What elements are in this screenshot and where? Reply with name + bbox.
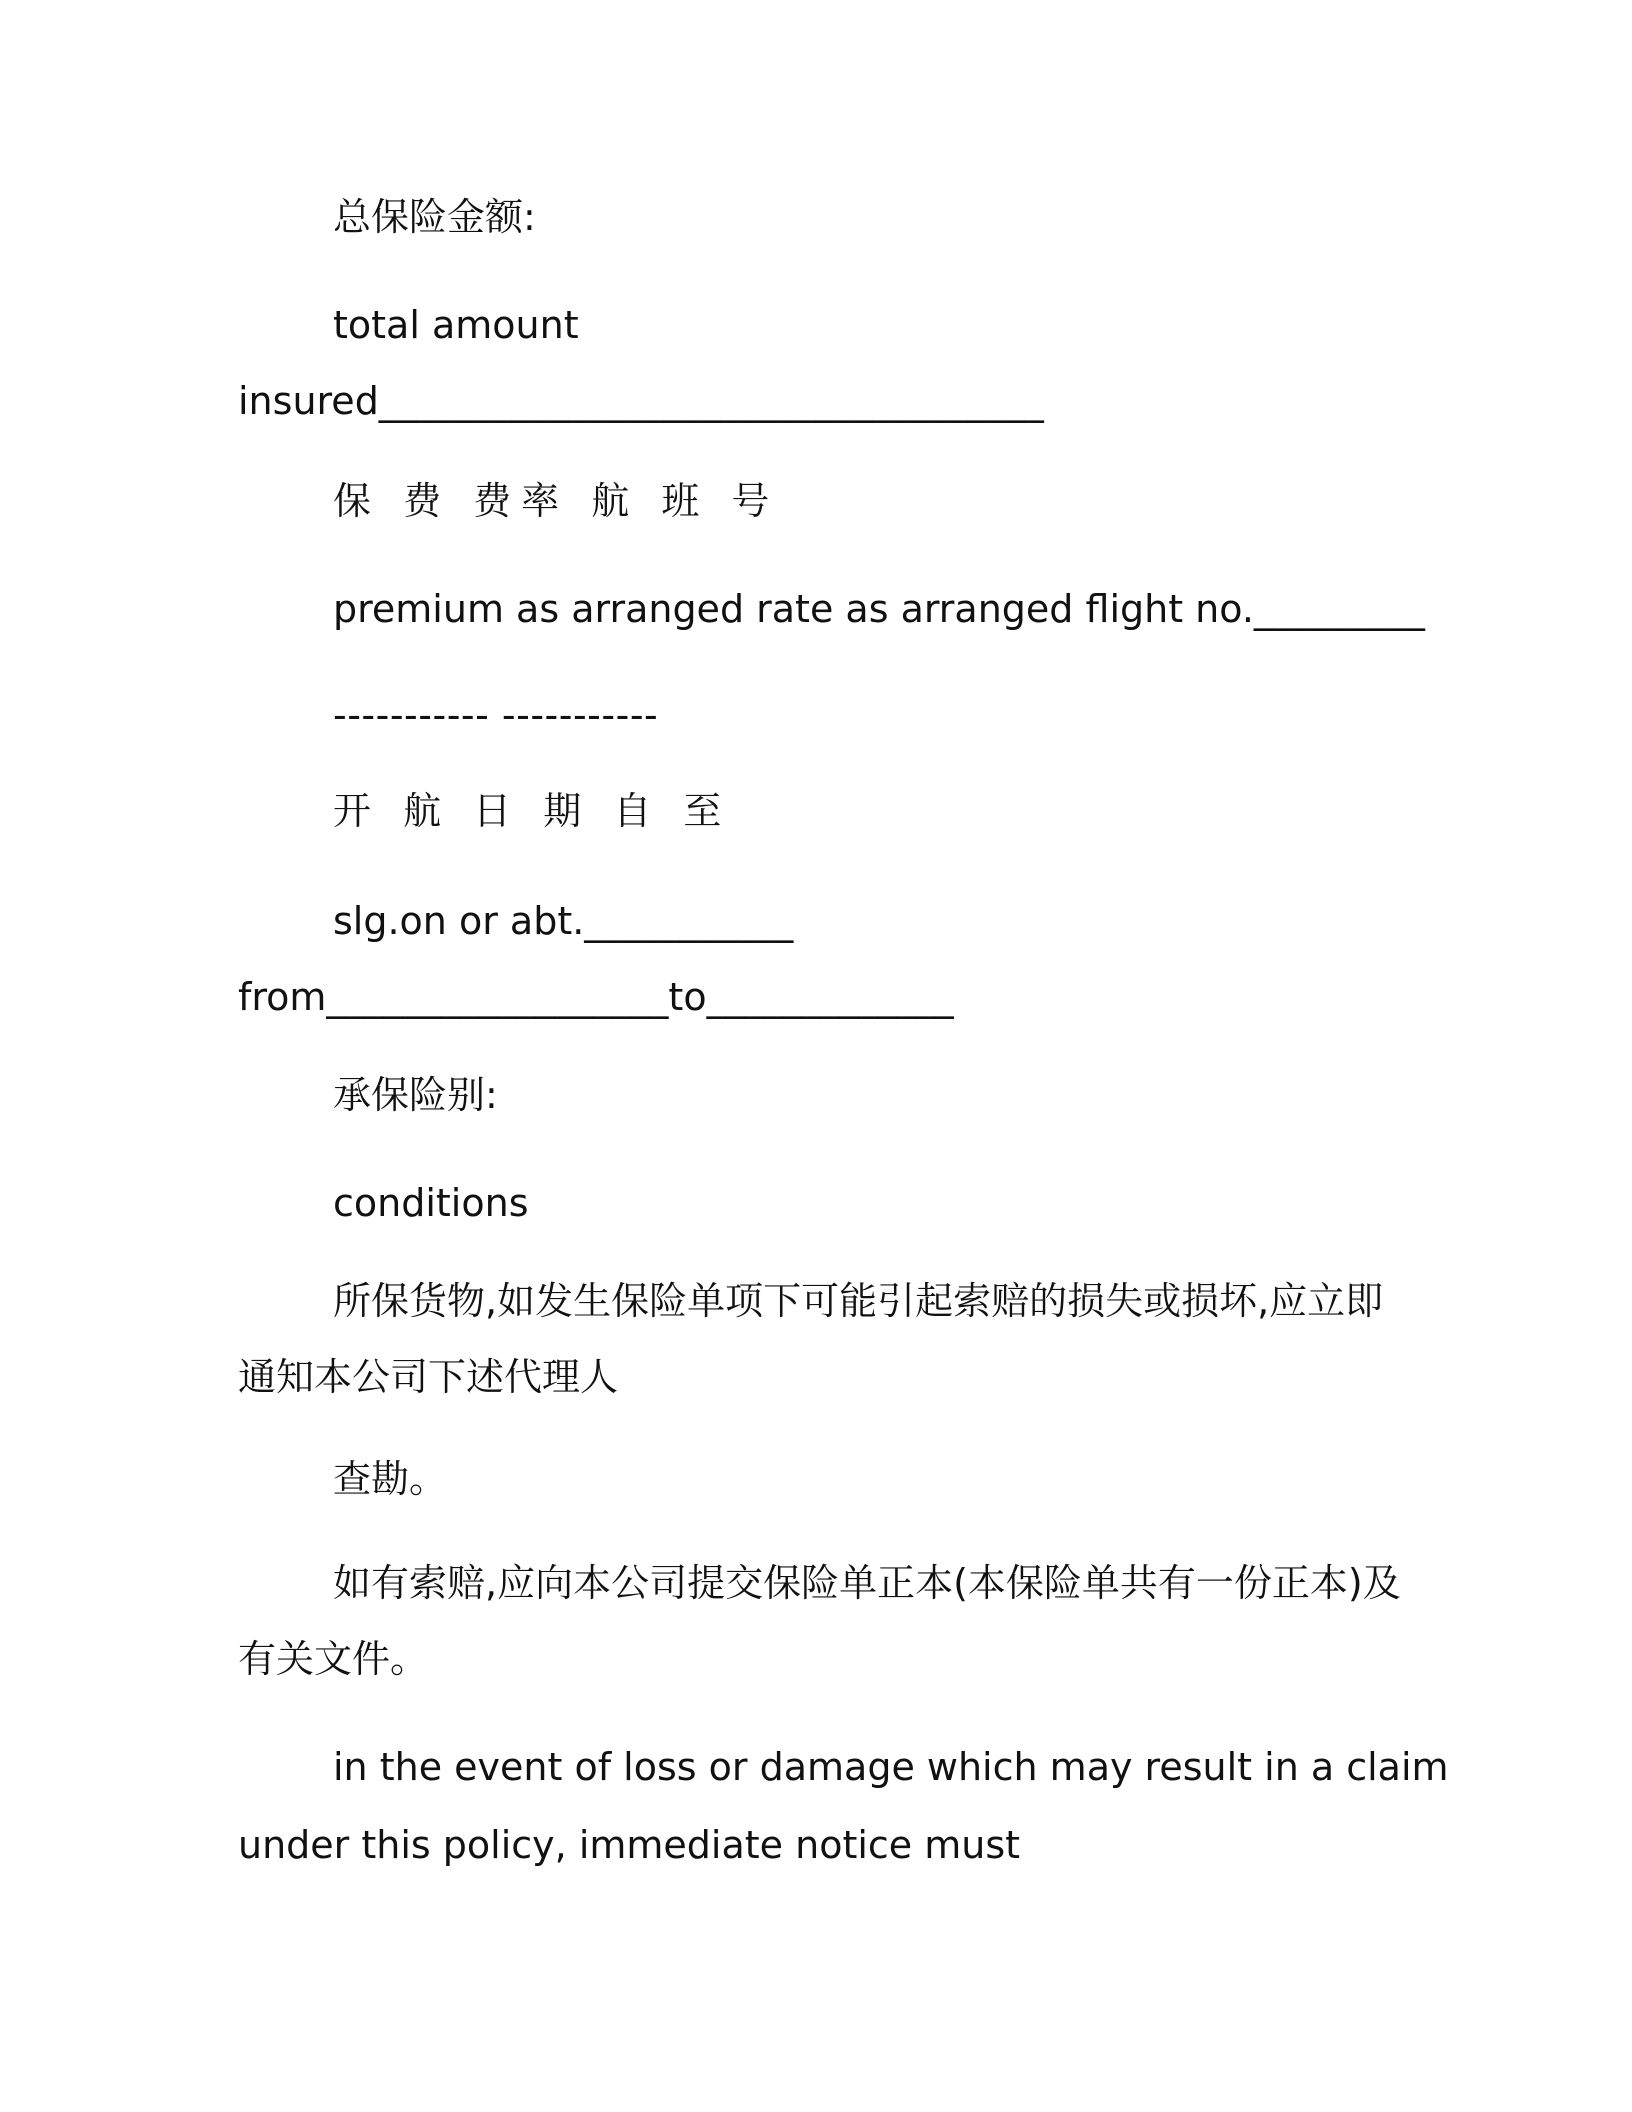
total-insured-cn-label: 总保险金额: [333, 195, 536, 239]
total-amount-en-label: total amount [333, 303, 579, 347]
conditions-cn-label: 承保险别: [333, 1073, 498, 1117]
premium-rate-flight-cn-label: 保 费 费率 航 班 号 [333, 479, 780, 523]
claim-notice-cn-line-2: 通知本公司下述代理人 [238, 1355, 619, 1399]
claim-notice-en-line-1: in the event of loss or damage which may result in a claim [333, 1745, 1449, 1789]
survey-cn-text: 查勘。 [333, 1457, 448, 1501]
claim-notice-en-line-2: under this policy, immediate notice must [238, 1823, 1021, 1867]
insured-amount-field: insured___________________________________ [238, 379, 1044, 423]
dash-separator: ----------- ----------- [333, 693, 659, 737]
sailing-date-en-field: slg.on or abt.___________ [333, 899, 794, 943]
claim-docs-cn-line-1: 如有索赔,应向本公司提交保险单正本(本保险单共有一份正本)及 [333, 1561, 1401, 1605]
from-to-field: from__________________to_____________ [238, 975, 954, 1019]
premium-rate-flight-en-field: premium as arranged rate as arranged flight no._________ [333, 587, 1425, 631]
conditions-en-label: conditions [333, 1181, 529, 1225]
claim-docs-cn-line-2: 有关文件。 [238, 1637, 429, 1681]
claim-notice-cn-line-1: 所保货物,如发生保险单项下可能引起索赔的损失或损坏,应立即 [333, 1279, 1384, 1323]
sailing-date-cn-label: 开 航 日 期 自 至 [333, 789, 732, 833]
